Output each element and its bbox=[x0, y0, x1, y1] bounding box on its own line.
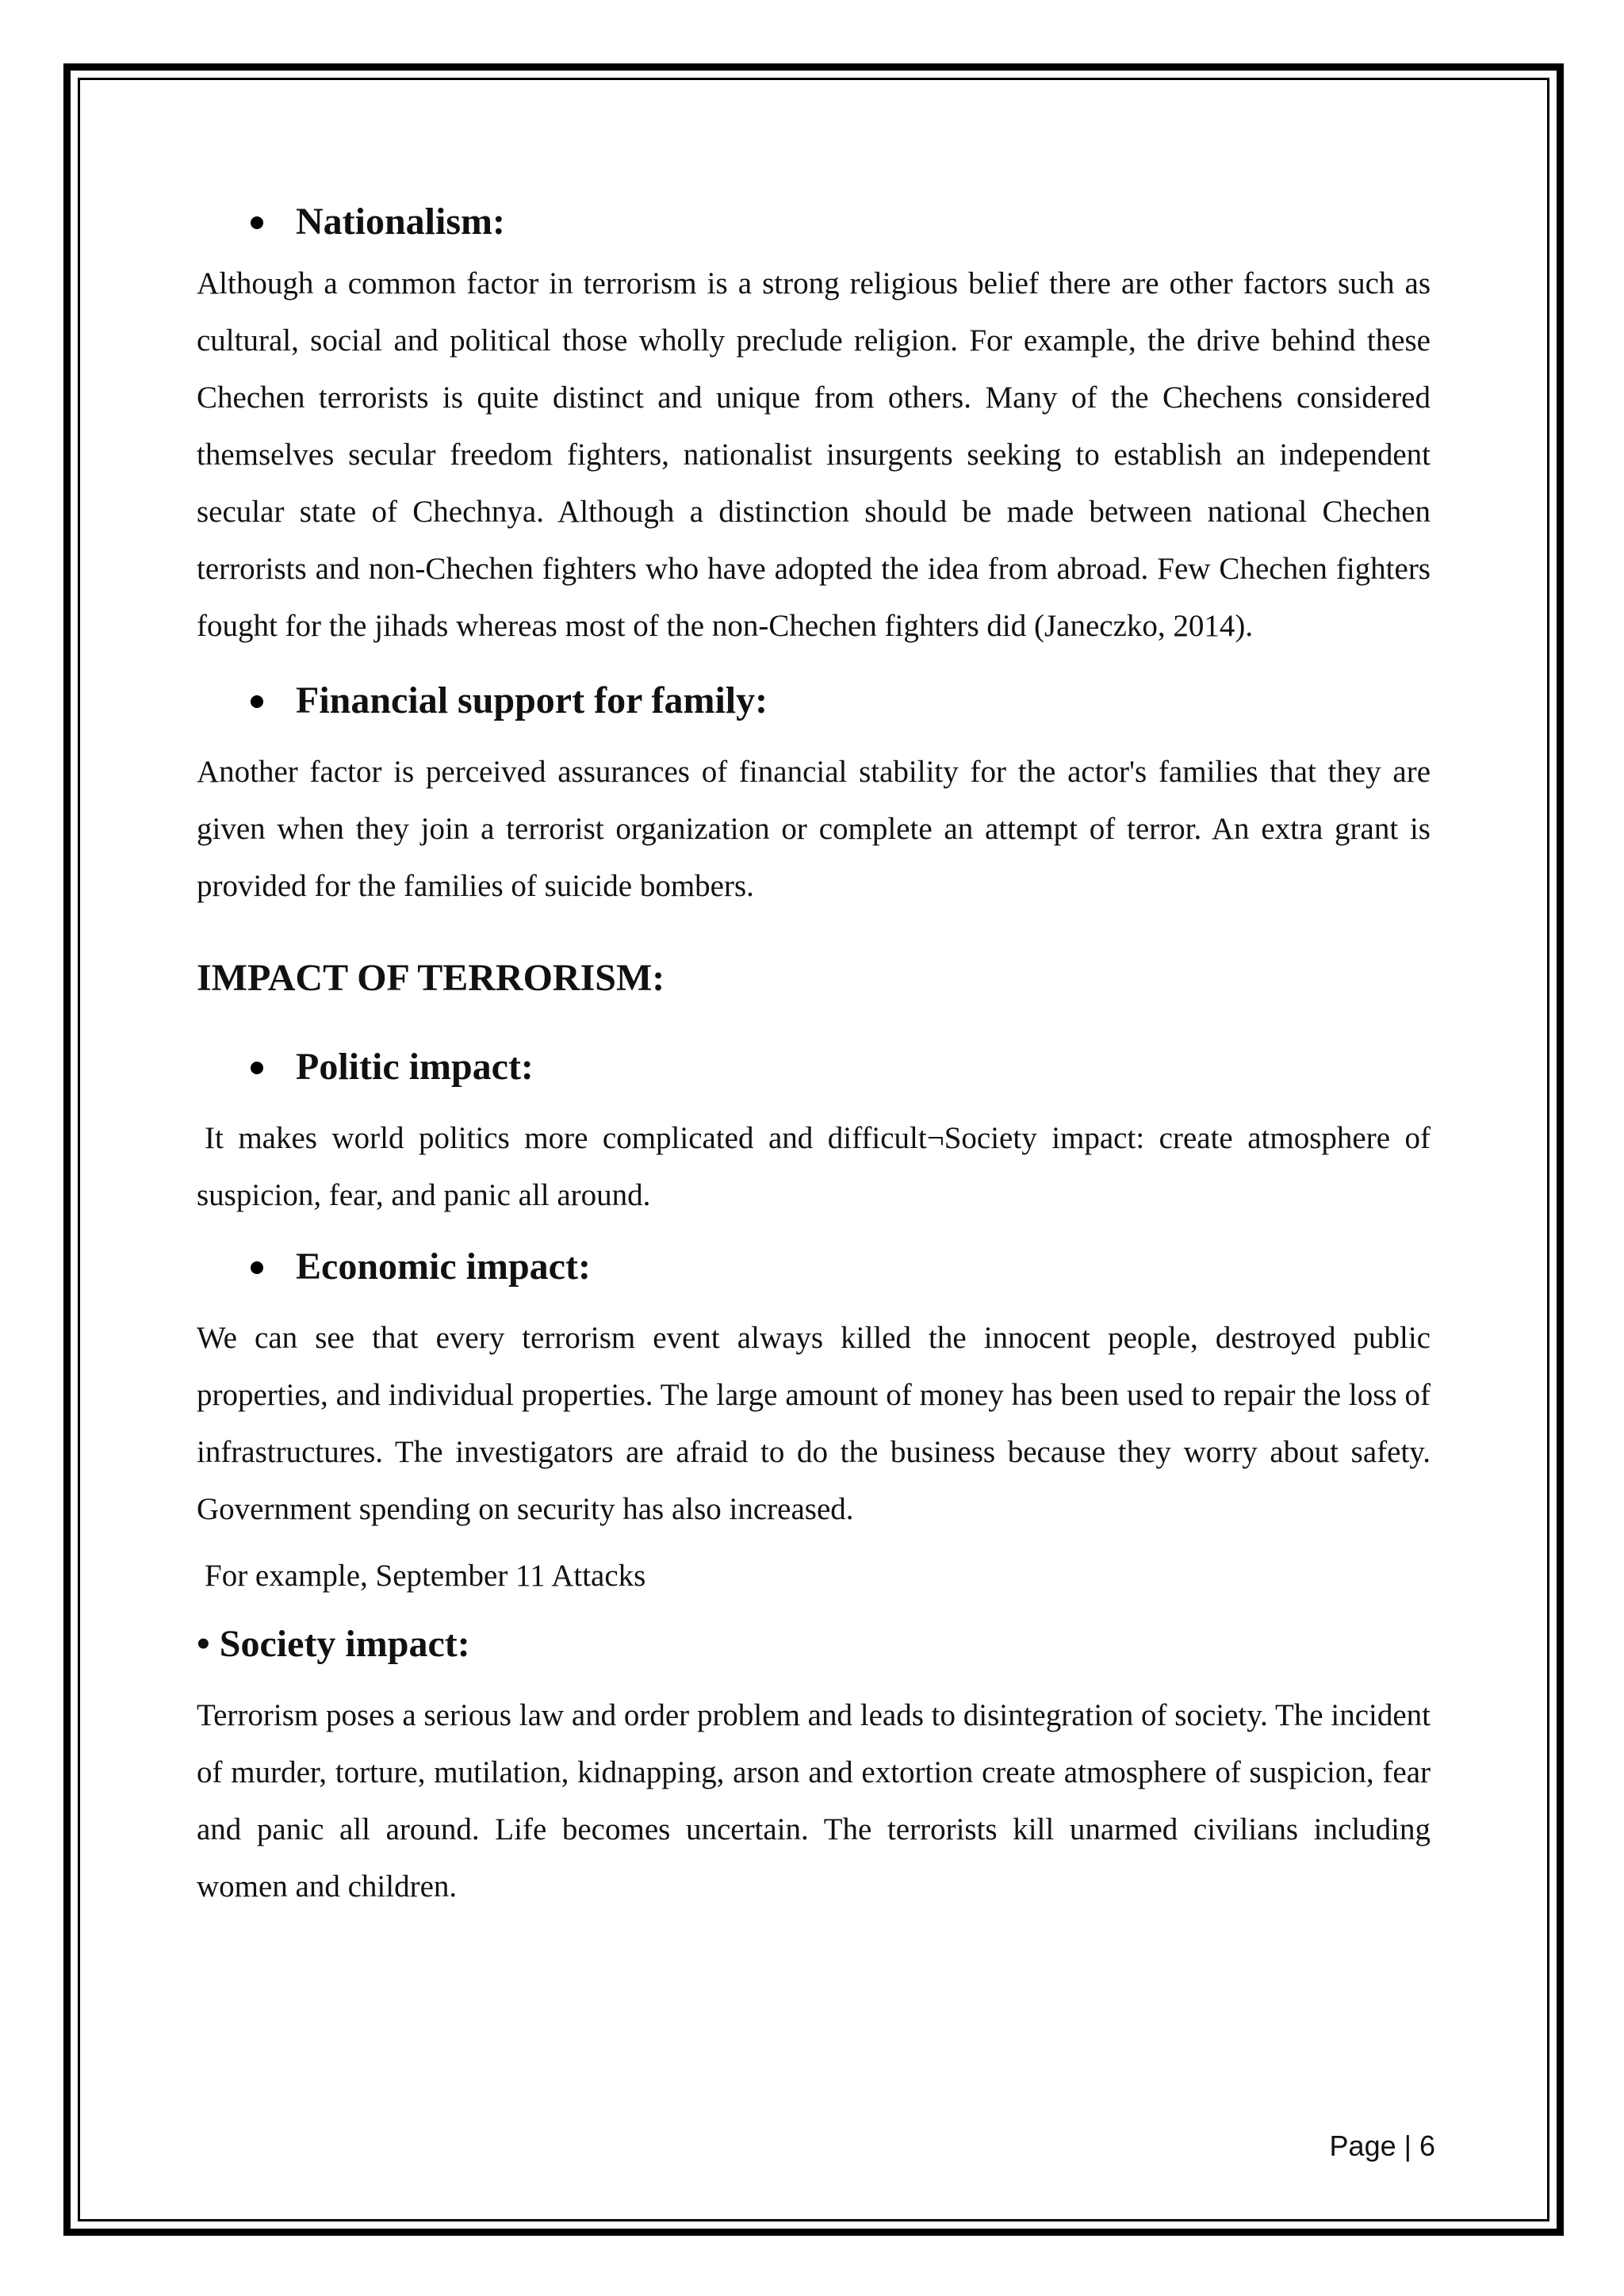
heading-financial-support bbox=[197, 675, 1431, 726]
paragraph-nationalism: Although a common factor in terrorism is a strong religious belief there are other factors such as cultural, social and political those wholly preclude religion. For example, the drive behind these Chechen terrorists is quite distinct and unique from others. Many of the Chechens considered themselves secular freedom fighters, nationalist insurgents seeking to establish an independent secular state of Chechnya. Although a distinction should be made between national Chechen terrorists and non-Chechen fighters who have adopted the idea from abroad. Few Chechen fighters fought for the jihads whereas most of the non-Chechen fighters did (Janeczko, 2014). bbox=[197, 266, 1431, 643]
bullet-icon bbox=[251, 216, 263, 229]
heading-financial-support-text: Financial support for family: bbox=[296, 679, 768, 721]
page-number: Page | 6 bbox=[1329, 2130, 1435, 2162]
paragraph-society-impact: Terrorism poses a serious law and order problem and leads to disintegration of society. The incident of murder, torture, mutilation, kidnapping, arson and extortion create atmosphere of suspicion, fear and panic all around. Life becomes uncertain. The terrorists kill unarmed civilians including women and children. bbox=[197, 1698, 1431, 1904]
economic-example: For example, September 11 Attacks bbox=[205, 1559, 646, 1593]
heading-society-impact: • Society impact: bbox=[197, 1623, 470, 1665]
paragraph-politic-impact: It makes world politics more complicated and difficult¬Society impact: create atmosphere of suspicion, fear, and panic all around. bbox=[197, 1121, 1431, 1212]
heading-politic-impact-text: Politic impact: bbox=[296, 1046, 534, 1088]
paragraph-financial-support: Another factor is perceived assurances of financial stability for the actor's families that they are given when they join a terrorist organization or complete an attempt of terror. An extra grant is provided for the families of suicide bombers. bbox=[197, 755, 1431, 903]
heading-politic-impact bbox=[197, 1042, 1431, 1093]
bullet-icon bbox=[251, 1062, 263, 1074]
heading-nationalism bbox=[197, 197, 1431, 247]
paragraph-economic-impact: We can see that every terrorism event always killed the innocent people, destroyed public properties, and individual properties. The large amount of money has been used to repair the loss of infrastructures. The investigators are afraid to do the business because they worry about safety. Government spending on security has also increased. bbox=[197, 1321, 1431, 1526]
heading-economic-impact bbox=[197, 1242, 1431, 1292]
heading-economic-impact-text: Economic impact: bbox=[296, 1246, 591, 1288]
document-body bbox=[197, 197, 1431, 1915]
heading-nationalism-text: Nationalism: bbox=[296, 201, 505, 243]
bullet-icon bbox=[251, 695, 263, 708]
bullet-icon bbox=[251, 1261, 263, 1274]
section-title-impact: IMPACT OF TERRORISM: bbox=[197, 957, 665, 999]
